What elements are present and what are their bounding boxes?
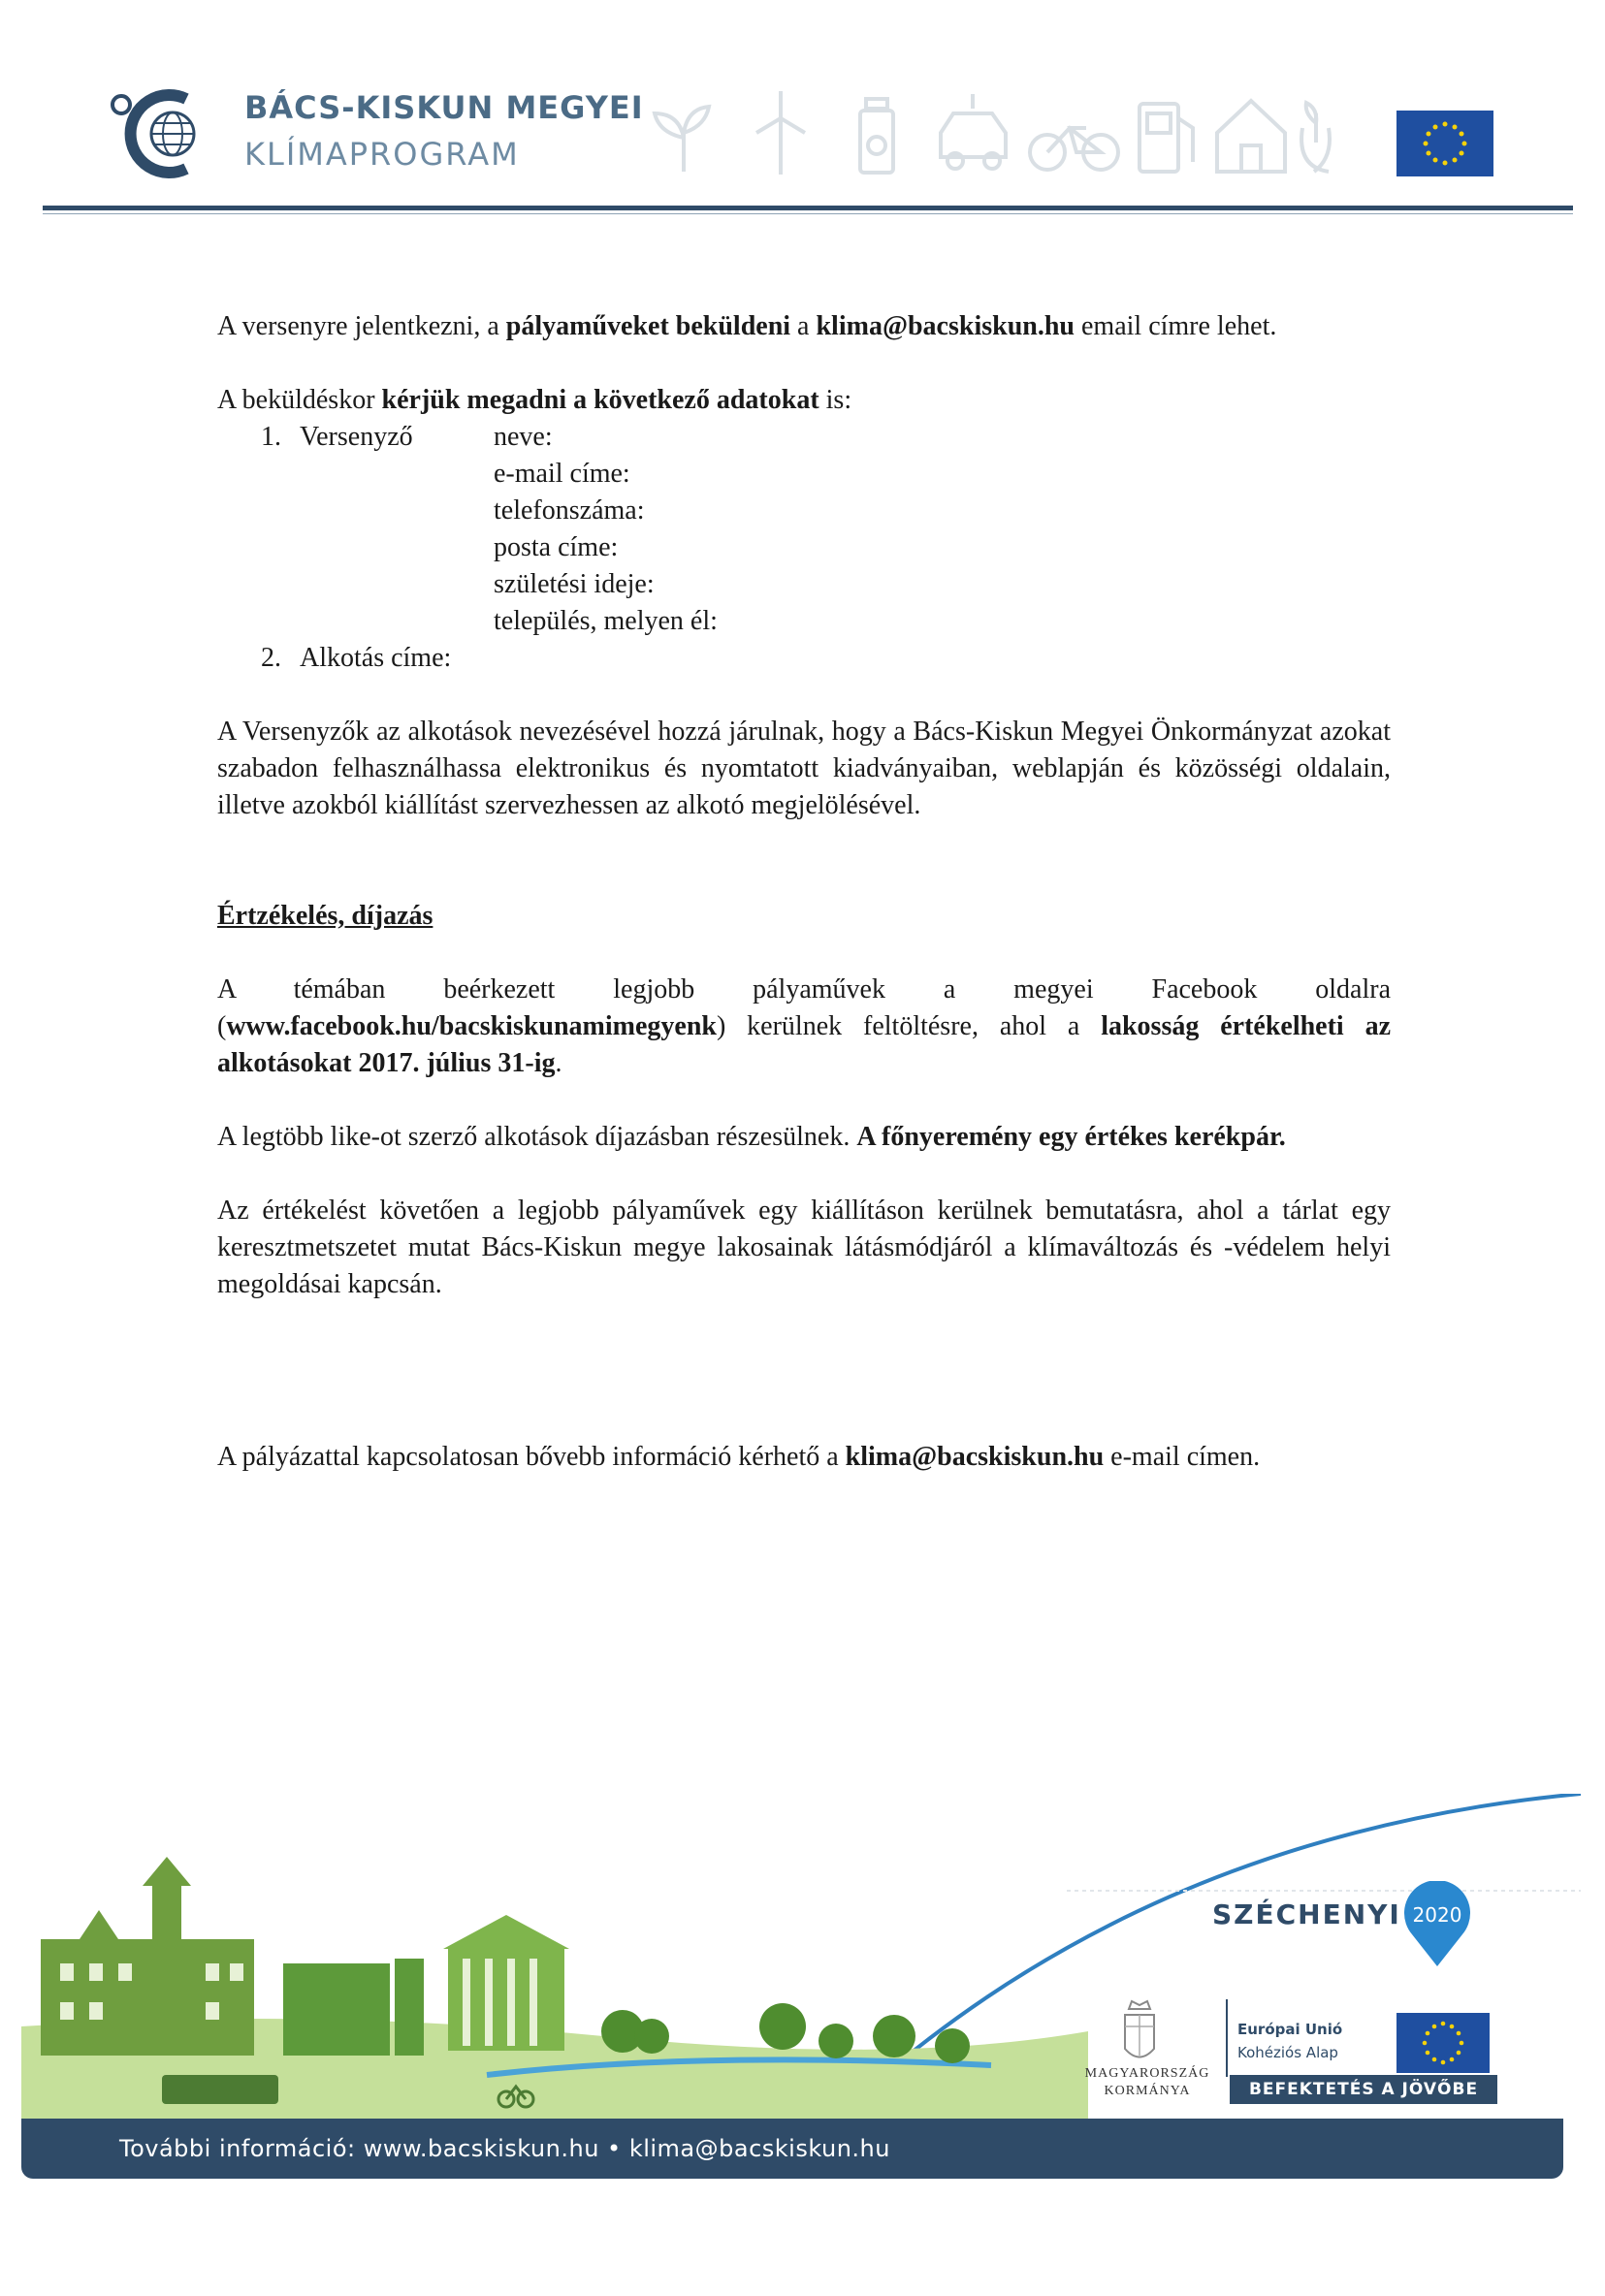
paragraph-evaluation: A témában beérkezett legjobb pályaművek a megyei Facebook oldalra (www.facebook.hu/bacskiskunamimegyenk) kerülnek feltöltésre, ahol a lakosság értékelheti az alkotásokat 2017. július 31-ig.: [217, 974, 1392, 1078]
szechenyi-label: SZÉCHENYI: [1212, 1898, 1401, 1930]
competitor-fields: [494, 419, 718, 640]
page-footer: [0, 1794, 1605, 2296]
invest-banner: BEFEKTETÉS A JÖVŐBE: [1230, 2075, 1497, 2104]
fuel-pump-icon: [1140, 104, 1193, 172]
page-header: [0, 0, 1605, 223]
eu-flag-icon: [1396, 111, 1493, 176]
recycle-bin-icon: [860, 99, 893, 173]
house-icon: [1217, 101, 1285, 172]
paragraph-exhibition: Az értékelést követően a legjobb pályaművek egy kiállításon kerülnek bemutatásra, ahol a tárlat egy keresztmetszetet mutat Bács-Kiskun megye lakosainak látásmódjáról a klímaváltozás és -védelem helyi megoldásai kapcsán.: [217, 1196, 1391, 1299]
facebook-link[interactable]: www.facebook.hu/bacskiskunamimegyenk: [226, 1011, 717, 1041]
plant-icon: [655, 107, 709, 172]
list-item: 2. Alkotás címe:: [261, 643, 452, 673]
org-title: BÁCS-KISKUN MEGYEI: [244, 89, 644, 126]
paragraph-prize: A legtöbb like-ot szerző alkotások díjazásban részesülnek. A főnyeremény egy értékes kerékpár.: [217, 1122, 1286, 1152]
bicycle-icon: [1030, 128, 1118, 170]
town-scene-illustration: [21, 1852, 1088, 2119]
field-label: születési ideje:: [494, 569, 655, 599]
government-label: MAGYARORSZÁG KORMÁNYA: [1084, 2066, 1210, 2098]
paragraph-more-info: A pályázattal kapcsolatosan bővebb információ kérhető a klima@bacskiskun.hu e-mail címen.: [217, 1442, 1261, 1472]
document-body: [217, 308, 1391, 1476]
bus-icon: [162, 2075, 278, 2104]
field-label: település, melyen él:: [494, 606, 718, 636]
info-email-link[interactable]: klima@bacskiskun.hu: [845, 1442, 1105, 1472]
required-data-list: [261, 419, 1391, 677]
eu-fund-label: Kohéziós Alap: [1237, 2044, 1338, 2061]
eu-divider: [1226, 1999, 1228, 2077]
section-heading: Értzékelés, díjazás: [217, 901, 433, 931]
paragraph-required-data: A beküldéskor kérjük megadni a következő adatokat is:: [217, 385, 852, 415]
field-label: e-mail címe:: [494, 459, 630, 489]
list-item: 1. Versenyző neve: e-mail címe: telefonszáma: posta címe: születési ideje: település, melyen él:: [261, 419, 1391, 640]
building-row: [283, 1959, 424, 2056]
eu-union-label: Európai Unió: [1237, 2021, 1343, 2038]
town-hall-building: [41, 1857, 254, 2056]
szechenyi-year: 2020: [1412, 1903, 1462, 1927]
field-label: telefonszáma:: [494, 495, 645, 526]
paragraph-submission: A versenyre jelentkezni, a pályaműveket beküldeni a klima@bacskiskun.hu email címre lehet.: [217, 311, 1277, 341]
climate-icons-strip: [645, 89, 1333, 176]
header-divider-thin: [43, 213, 1573, 214]
szechenyi-pin-icon: [1400, 1881, 1474, 1968]
field-label: posta címe:: [494, 532, 619, 562]
contact-email-link[interactable]: klima@bacskiskun.hu: [816, 311, 1075, 341]
hands-plant-icon: [1301, 103, 1330, 172]
wind-turbine-icon: [756, 91, 805, 175]
electric-car-icon: [941, 94, 1006, 169]
columned-building: [443, 1915, 569, 2051]
globe-logo-icon: [109, 85, 215, 182]
field-label: neve:: [494, 422, 553, 452]
hungarian-crest-icon: [1115, 1995, 1164, 2071]
eu-flag-icon: [1396, 2013, 1490, 2073]
header-divider: [43, 206, 1573, 210]
paragraph-consent: A Versenyzők az alkotások nevezésével hozzá járulnak, hogy a Bács-Kiskun Megyei Önkormányzat azokat szabadon felhasználhassa elektronikus és nyomtatott kiadványaiban, weblapján és közösségi oldalain, illetve azokból kiállítást szervezhessen az alkotó megjelölésével.: [217, 717, 1391, 820]
footer-info-text: További információ: www.bacskiskun.hu • klima@bacskiskun.hu: [119, 2135, 890, 2162]
org-subtitle: KLÍMAPROGRAM: [244, 136, 520, 173]
